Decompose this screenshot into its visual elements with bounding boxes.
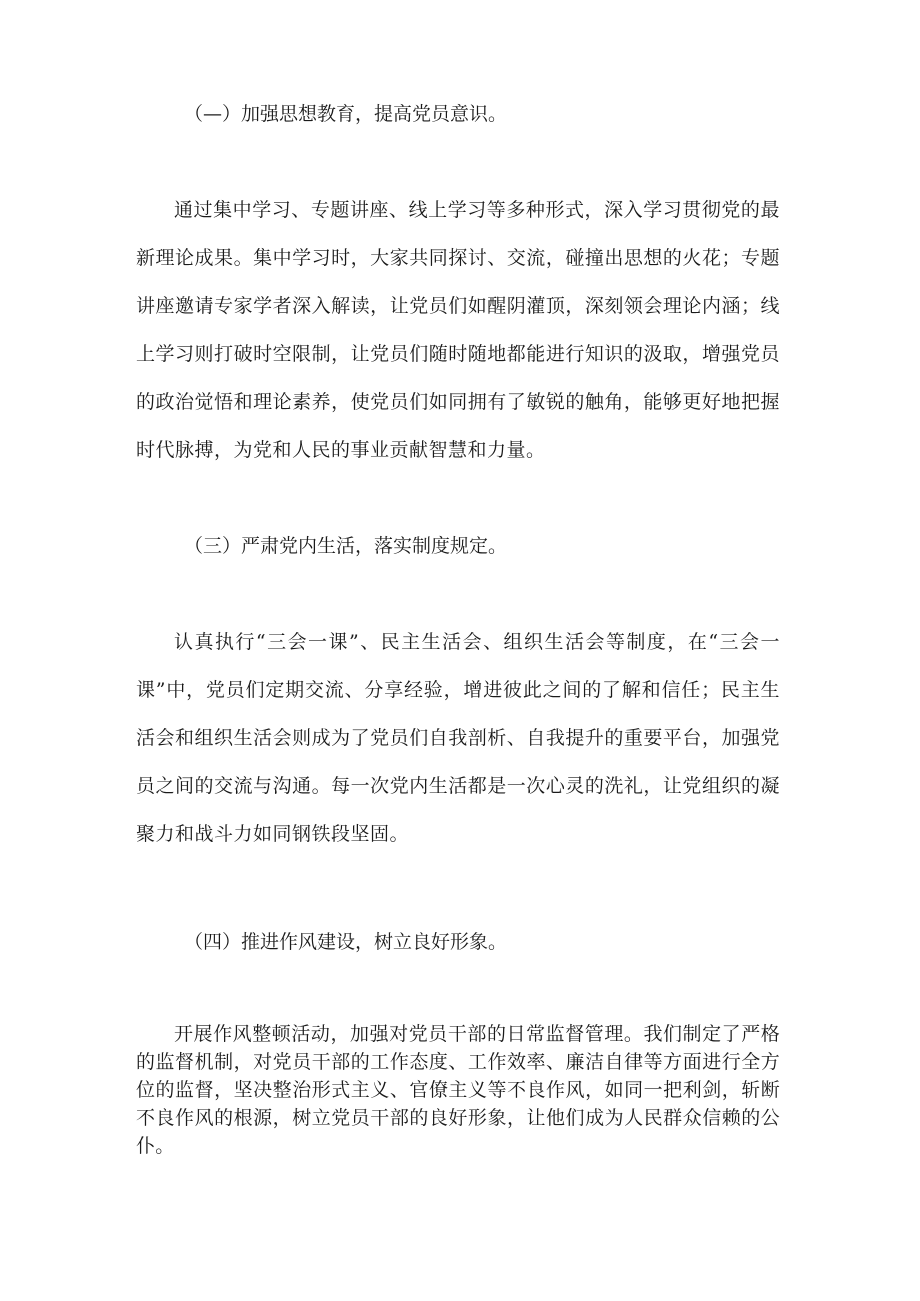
section-paragraph-1: 通过集中学习、专题讲座、线上学习等多种形式，深入学习贯彻党的最新理论成果。集中学习时，大家共同探讨、交流，碰撞出思想的火花；专题讲座邀请专家学者深入解读，让党员们如醒阴灌顶，深刻领会理论内涵；线上学习则打破时空限制，让党员们随时随地都能进行知识的汲取，增强党员的政治觉悟和理论素养，使党员们如同拥有了敏锐的触角，能够更好地把握时代脉搏，为党和人民的事业贡献智慧和力量。 bbox=[136, 199, 780, 461]
section-paragraph-3: 开展作风整顿活动，加强对党员干部的日常监督管理。我们制定了严格的监督机制，对党员干部的工作态度、工作效率、廉洁自律等方面进行全方位的监督，坚决整治形式主义、官僚主义等不良作风，如同一把利剑，斩断不良作风的根源，树立党员干部的良好形象，让他们成为人民群众信赖的公仆。 bbox=[136, 1023, 780, 1157]
section-heading-1: （—）加强思想教育，提高党员意识。 bbox=[184, 103, 508, 125]
section-paragraph-2: 认真执行“三会一课”、民主生活会、组织生活会等制度，在“三会一课”中，党员们定期交流、分享经验，增进彼此之间的了解和信任；民主生活会和组织生活会则成为了党员们自我剖析、自我提升的重要平台，加强党员之间的交流与沟通。每一次党内生活都是一次心灵的洗礼，让党组织的凝聚力和战斗力如同钢铁段坚固。 bbox=[136, 631, 780, 845]
section-heading-3: （四）推进作风建设，树立良好形象。 bbox=[184, 931, 508, 953]
section-heading-2: （三）严肃党内生活，落实制度规定。 bbox=[184, 535, 508, 557]
